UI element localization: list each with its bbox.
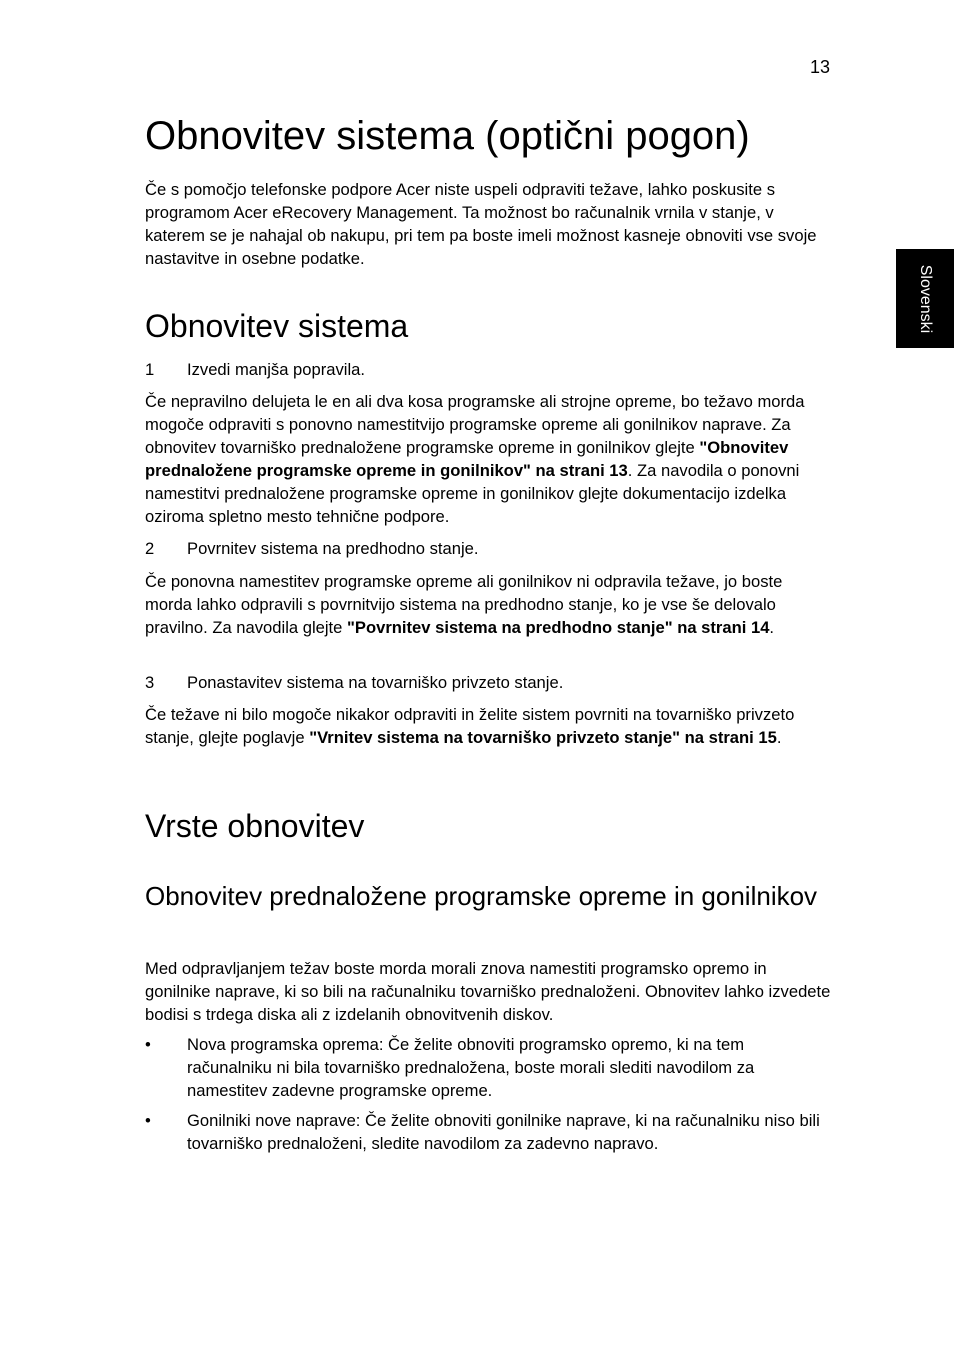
bullet-icon: • [145,1035,151,1054]
step-text: Če nepravilno delujeta le en ali dva kosa programske ali strojne opreme, bo težavo morda mogoče odpraviti s ponovno namestitvijo programske opreme ali gonilnikov naprave. Za obnovitev tovarniško prednaložene programske opreme in gonilnikov glejte [145,392,805,457]
intro-paragraph: Če s pomočjo telefonske podpore Acer niste uspeli odpraviti težave, lahko poskusite s programom Acer eRecovery Management. Ta možnost bo računalnik vrnila v stanje, v katerem se je nahajal ob nakupu, pri tem pa boste imeli možnost kasneje obnoviti vse svoje nastavitve in osebne podatke. [145,180,817,268]
step-number: 2 [145,539,155,558]
bullet-text: Nova programska oprema: Če želite obnoviti programsko opremo, ki na tem računalniku ni bila tovarniško prednaložena, boste morali slediti navodilom za namestitev zadevne programske opreme. [187,1035,755,1100]
bullet-icon: • [145,1111,151,1130]
step-item [145,671,831,694]
bullet-text: Gonilniki nove naprave: Če želite obnoviti gonilnike naprave, ki na računalniku niso bili tovarniško prednaloženi, sledite navodilom za zadevno napravo. [187,1111,820,1153]
step-text: Če ponovna namestitev programske opreme ali gonilnikov ni odpravila težave, jo boste morda lahko odpravili s povrnitvijo sistema na predhodno stanje, ko je vse še delovalo pravilno. Za navodila glejte [145,572,783,637]
step-number: 3 [145,673,155,692]
language-tab [896,249,954,348]
page-number: 13 [809,57,830,77]
page-title: Obnovitev sistema (optični pogon) [145,114,750,158]
section-heading-recovery-types: Vrste obnovitev [145,808,365,844]
step-label: Ponastavitev sistema na tovarniško privzeto stanje. [187,673,564,692]
step-number: 1 [145,360,155,379]
language-tab-label: Slovenski [917,264,934,333]
step-label: Izvedi manjša popravila. [187,360,366,379]
step-item [145,537,831,560]
bullet-item [145,1033,831,1102]
step-text: . [769,618,775,637]
subsection-heading: Obnovitev prednaložene programske opreme in gonilnikov [145,881,818,911]
bullet-item [145,1109,831,1155]
step-label: Povrnitev sistema na predhodno stanje. [187,539,479,558]
step-description [145,390,831,528]
step-description [145,703,831,749]
subsection-paragraph: Med odpravljanjem težav boste morda morali znova namestiti programsko opremo in gonilnike naprave, ki so bili na računalniku tovarniško prednaloženi. Obnovitev lahko izvedete bodisi s trdega diska ali z izdelanih obnovitvenih diskov. [145,959,831,1024]
step-text: . [776,728,782,747]
cross-reference: "Vrnitev sistema na tovarniško privzeto stanje" na strani 15 [309,728,777,747]
section-heading-system-recovery: Obnovitev sistema [145,308,409,344]
step-text: Če težave ni bilo mogoče nikakor odpraviti in želite sistem povrniti na tovarniško privzeto stanje, glejte poglavje [145,705,795,747]
cross-reference: "Obnovitev prednaložene programske opreme in gonilnikov" na strani 13 [145,438,789,480]
cross-reference: "Povrnitev sistema na predhodno stanje" na strani 14 [347,618,770,637]
step-item [145,358,831,381]
step-description [145,570,831,639]
step-text: . Za navodila o ponovni namestitvi prednaložene programske opreme in gonilnikov glejte dokumentacijo izdelka oziroma spletno mesto tehnične podpore. [145,461,800,526]
